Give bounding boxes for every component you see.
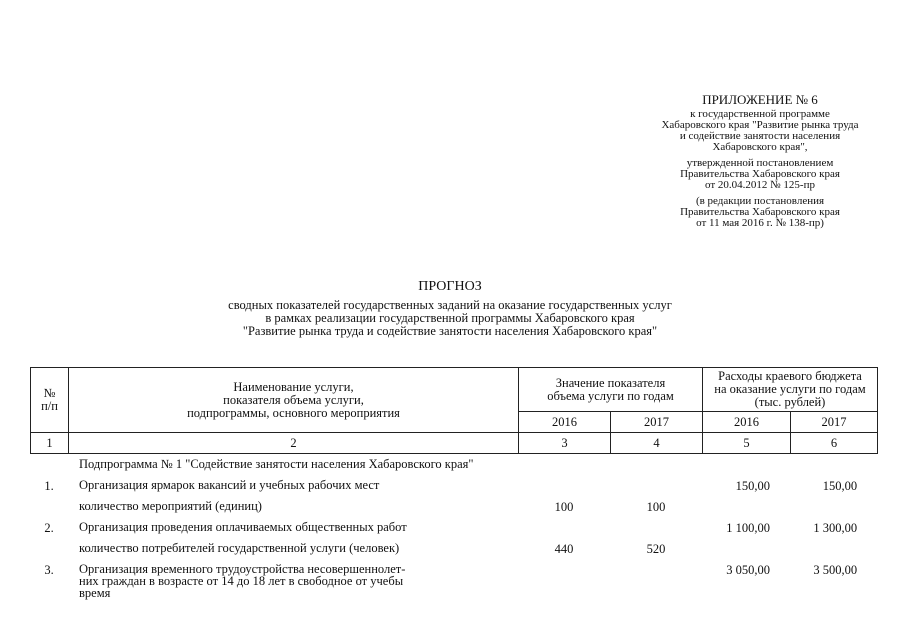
appendix-line: к государственной программе: [690, 108, 830, 120]
row-indicator: количество потребителей государственной услуги (человек): [79, 541, 400, 555]
header-year-cell: 2016: [703, 412, 791, 433]
table-row: [30, 476, 877, 497]
table-cell: [790, 497, 877, 518]
appendix-line: от 20.04.2012 № 125-пр: [705, 179, 815, 191]
header-expense-line: Расходы краевого бюджета: [718, 369, 862, 383]
appendix-title: ПРИЛОЖЕНИЕ № 6: [702, 92, 818, 107]
column-number-cell: 6: [791, 433, 878, 454]
table-cell: [30, 539, 68, 560]
subprogram-row: [30, 455, 877, 476]
table-cell: [610, 476, 702, 497]
table-cell: [518, 518, 610, 539]
table-cell: [518, 560, 610, 599]
row-value-2017: 520: [646, 542, 666, 556]
indicator-row: [30, 497, 877, 518]
table-header: [30, 367, 878, 454]
header-name-line: Наименование услуги,: [233, 379, 354, 394]
table-cell: [30, 497, 68, 518]
table-body: [30, 455, 877, 599]
row-name: Организация проведения оплачиваемых общественных работ: [79, 520, 407, 534]
row-number: 3.: [44, 563, 54, 577]
appendix-line: Хабаровского края",: [712, 141, 808, 153]
document-title: ПРОГНОЗ: [418, 279, 482, 294]
heading-line: в рамках реализации государственной программы Хабаровского края: [265, 311, 635, 325]
heading-line: сводных показателей государственных заданий на оказание государственных услуг: [228, 298, 672, 312]
column-number-cell: 1: [31, 433, 69, 454]
table-cell: [790, 539, 877, 560]
document-heading: [150, 278, 750, 338]
table-cell: [30, 455, 68, 476]
table-row: [30, 518, 877, 539]
row-value-2016: 100: [554, 500, 574, 514]
indicator-row: [30, 539, 877, 560]
header-year-cell: 2017: [791, 412, 878, 433]
row-indicator: количество мероприятий (единиц): [79, 499, 262, 513]
row-name: Организация ярмарок вакансий и учебных рабочих мест: [79, 478, 380, 492]
header-name-line: подпрограммы, основного мероприятия: [187, 405, 400, 420]
table-row: [30, 560, 877, 599]
appendix-line: и содействие занятости населения: [679, 130, 841, 142]
row-expense-2016: 3 050,00: [726, 563, 770, 577]
appendix-line: Правительства Хабаровского края: [680, 168, 840, 180]
header-expense-line: на оказание услуги по годам: [714, 382, 866, 396]
header-expense-line: (тыс. рублей): [754, 395, 826, 409]
row-expense-2017: 1 300,00: [813, 521, 858, 535]
header-num-line: п/п: [41, 399, 58, 413]
heading-line: "Развитие рынка труда и содействие занятости населения Хабаровского края": [242, 324, 658, 338]
header-value-group: [519, 368, 703, 412]
row-expense-2017: 3 500,00: [813, 563, 858, 577]
table-cell: [518, 476, 610, 497]
row-name: [68, 560, 518, 599]
row-name-line: Организация временного трудоустройства несовершеннолет-: [79, 562, 406, 576]
column-number-cell: 2: [69, 433, 519, 454]
table-cell: [702, 539, 790, 560]
row-expense-2017: 150,00: [822, 479, 858, 493]
row-expense-2016: 1 100,00: [726, 521, 770, 535]
row-value-2017: 100: [646, 500, 666, 514]
header-expense-group: [703, 368, 878, 412]
column-number-cell: 3: [519, 433, 611, 454]
appendix-line: Хабаровского края "Развитие рынка труда: [661, 119, 859, 131]
header-name-line: показателя объема услуги,: [223, 392, 364, 407]
table-cell: [610, 560, 702, 599]
table-cell: [610, 518, 702, 539]
appendix-line: (в редакции постановления: [695, 195, 825, 207]
header-year-cell: 2017: [611, 412, 703, 433]
header-year-cell: 2016: [519, 412, 611, 433]
appendix-line: Правительства Хабаровского края: [680, 206, 840, 218]
header-num-cell: [31, 368, 69, 433]
appendix-line: утвержденной постановлением: [686, 157, 834, 169]
row-number: 1.: [44, 479, 54, 493]
row-value-2016: 440: [554, 542, 574, 556]
row-expense-2016: 150,00: [735, 479, 770, 493]
row-name-line: время: [79, 586, 111, 600]
column-number-cell: 5: [703, 433, 791, 454]
header-value-line: Значение показателя: [555, 375, 666, 390]
appendix-line: от 11 мая 2016 г. № 138-пр): [696, 217, 824, 229]
appendix-block: [640, 92, 880, 229]
header-value-line: объема услуги по годам: [547, 388, 674, 403]
row-number: 2.: [44, 521, 54, 535]
column-number-cell: 4: [611, 433, 703, 454]
header-num-line: №: [43, 386, 56, 400]
header-name-cell: [69, 368, 519, 433]
table-cell: [702, 497, 790, 518]
row-name-line: них граждан в возрасте от 14 до 18 лет в свободное от учебы: [79, 574, 404, 588]
subprogram-title: Подпрограмма № 1 "Содействие занятости населения Хабаровского края": [79, 457, 474, 471]
